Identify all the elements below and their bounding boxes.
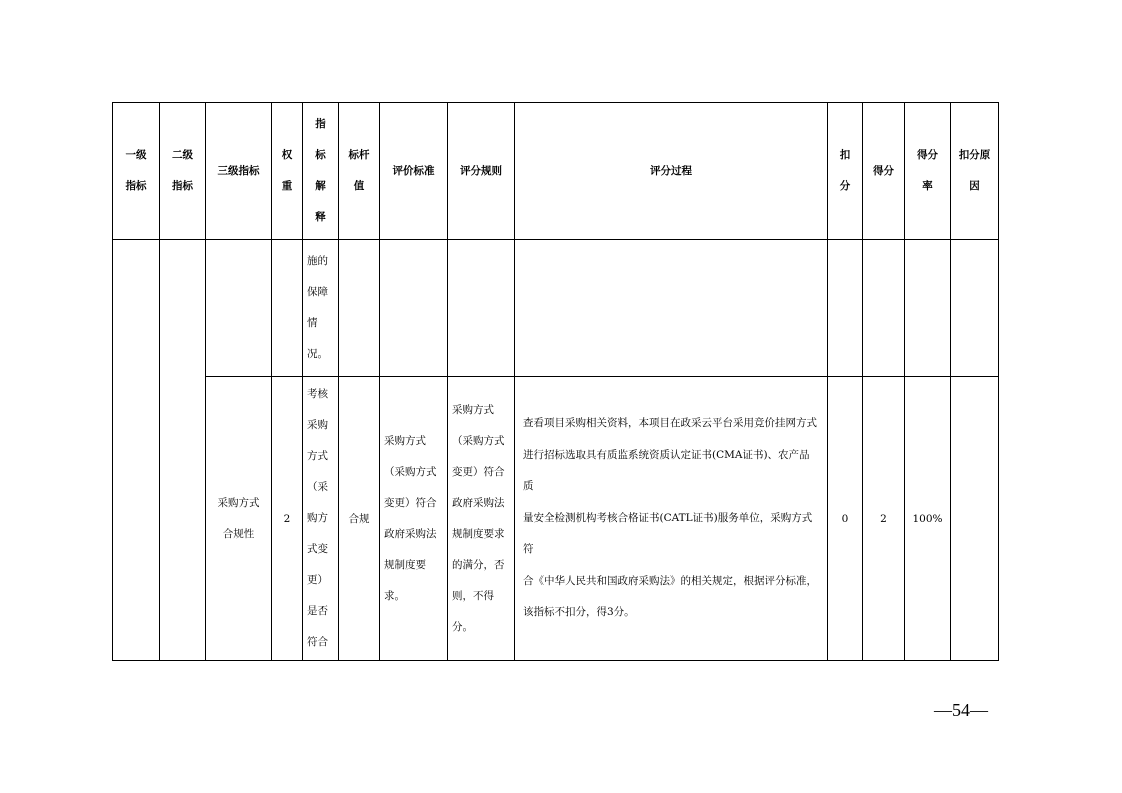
table-row bbox=[113, 377, 999, 661]
rule-cell: 采购方式 （采购方式 变更）符合 政府采购法 规制度要求 的满分，否 则，不得分。 bbox=[448, 377, 515, 661]
explain-cell: 施的 保障 情 况。 bbox=[303, 240, 339, 377]
score-cell: 2 bbox=[863, 377, 905, 661]
header-score: 得分 bbox=[863, 103, 905, 240]
reason-cell bbox=[951, 377, 999, 661]
header-standard: 评价标准 bbox=[380, 103, 448, 240]
table-row bbox=[113, 240, 999, 377]
page-number: —54— bbox=[934, 700, 988, 720]
rule-cell bbox=[448, 240, 515, 377]
rate-cell: 100% bbox=[905, 377, 951, 661]
deduct-cell bbox=[828, 240, 863, 377]
header-rule: 评分规则 bbox=[448, 103, 515, 240]
header-process: 评分过程 bbox=[515, 103, 828, 240]
header-reason: 扣分原 因 bbox=[951, 103, 999, 240]
benchmark-cell bbox=[339, 240, 380, 377]
header-rate: 得分 率 bbox=[905, 103, 951, 240]
level2-cell bbox=[160, 240, 206, 661]
header-row bbox=[113, 103, 999, 240]
process-cell: 查看项目采购相关资料，本项目在政采云平台采用竞价挂网方式 进行招标选取具有质监系统资质认定证书(CMA证书)、农产品质 量安全检测机构考核合格证书(CATL证书)服务单位，采购方式符 合《中华人民共和国政府采购法》的相关规定，根据评分标准， 该指标不扣分，得3分。 bbox=[515, 377, 828, 661]
level3-cell bbox=[206, 240, 272, 377]
header-level2: 二级 指标 bbox=[160, 103, 206, 240]
process-cell bbox=[515, 240, 828, 377]
header-weight: 权 重 bbox=[272, 103, 303, 240]
weight-cell bbox=[272, 240, 303, 377]
rate-cell bbox=[905, 240, 951, 377]
benchmark-cell: 合规 bbox=[339, 377, 380, 661]
level3-cell: 采购方式 合规性 bbox=[206, 377, 272, 661]
reason-cell bbox=[951, 240, 999, 377]
weight-cell: 2 bbox=[272, 377, 303, 661]
header-deduct: 扣 分 bbox=[828, 103, 863, 240]
header-benchmark: 标杆 值 bbox=[339, 103, 380, 240]
level1-cell bbox=[113, 240, 160, 661]
deduct-cell: 0 bbox=[828, 377, 863, 661]
evaluation-table bbox=[112, 102, 999, 661]
explain-cell: 考核 采购 方式 （采 购方 式变 更） 是否 符合 bbox=[303, 377, 339, 661]
standard-cell bbox=[380, 240, 448, 377]
header-explain: 指 标 解 释 bbox=[303, 103, 339, 240]
header-level3: 三级指标 bbox=[206, 103, 272, 240]
header-level1: 一级 指标 bbox=[113, 103, 160, 240]
standard-cell: 采购方式 （采购方式 变更）符合 政府采购法 规制度要 求。 bbox=[380, 377, 448, 661]
score-cell bbox=[863, 240, 905, 377]
